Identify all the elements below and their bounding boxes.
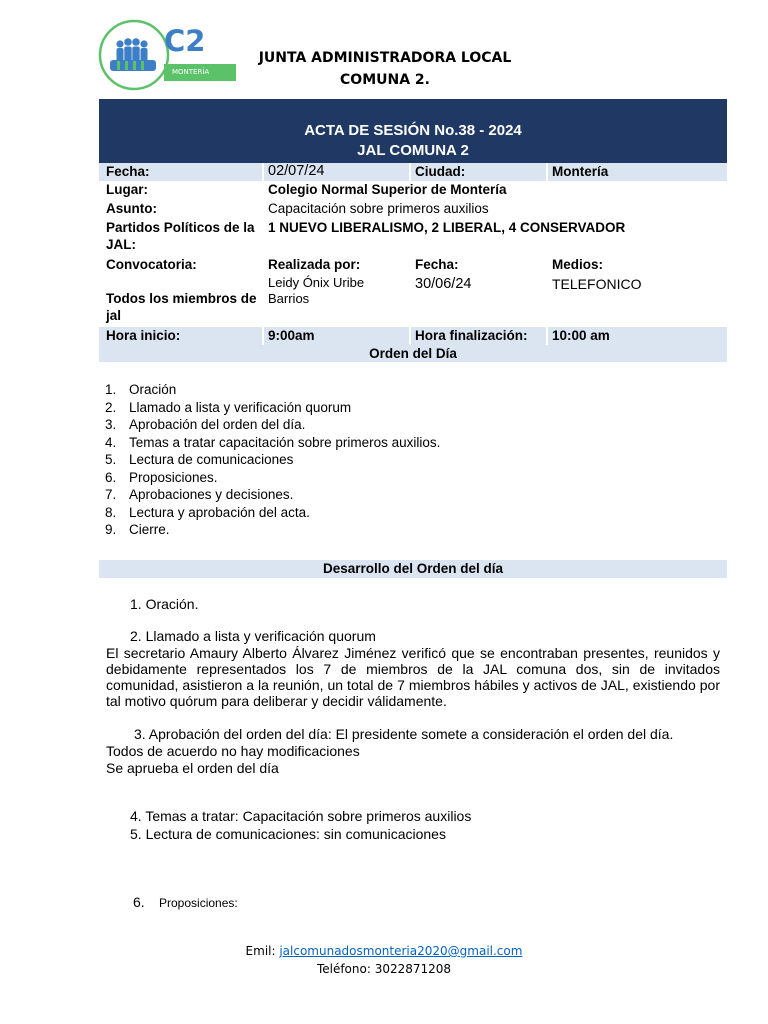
org-title-line1: JUNTA ADMINISTRADORA LOCAL (258, 50, 512, 66)
partidos-label-line1: Partidos Políticos de la (106, 220, 255, 235)
banner-title-line2: JAL COMUNA 2 (357, 142, 469, 159)
logo-subtext: MONTERÍA (172, 68, 210, 76)
list-item: 9. Cierre. (105, 522, 170, 537)
agenda-list (105, 381, 440, 539)
convocatoria-label: Convocatoria: (106, 257, 197, 272)
partidos-value: 1 NUEVO LIBERALISMO, 2 LIBERAL, 4 CONSERVADOR (268, 220, 626, 235)
footer-email-label: Emil: (245, 944, 280, 958)
fecha-value: 02/07/24 (268, 163, 325, 179)
desarrollo-item-1: 1. Oración. (130, 596, 199, 612)
medios-value: TELEFONICO (552, 276, 642, 292)
ciudad-label: Ciudad: (415, 164, 466, 179)
desarrollo-item-2: 2. Llamado a lista y verificación quorum (130, 628, 376, 644)
medios-label: Medios: (552, 257, 604, 272)
org-title-line2: COMUNA 2. (340, 72, 430, 88)
footer-phone: Teléfono: 3022871208 (316, 962, 452, 976)
fecha2-label: Fecha: (415, 257, 459, 272)
logo-text: C2 (164, 24, 206, 58)
desarrollo-heading: Desarrollo del Orden del día (99, 560, 727, 578)
asunto-value: Capacitación sobre primeros auxilios (268, 201, 489, 216)
cell-divider (409, 327, 411, 345)
hora-fin-value: 10:00 am (552, 328, 610, 343)
hora-inicio-value: 9:00am (268, 328, 315, 343)
banner-title-line1: ACTA DE SESIÓN No.38 - 2024 (304, 122, 522, 139)
fecha-label: Fecha: (106, 164, 150, 179)
row-asunto (99, 201, 727, 219)
row-partidos (99, 220, 727, 254)
list-item: 3. Aprobación del orden del día. (105, 417, 306, 432)
row-lugar (99, 182, 727, 200)
desarrollo-item-6-number: 6. (133, 894, 145, 910)
c2-logo (98, 18, 240, 94)
list-item: 8. Lectura y aprobación del acta. (105, 504, 310, 520)
desarrollo-item-6-text: Proposiciones: (159, 896, 238, 910)
ciudad-value: Montería (552, 164, 609, 179)
desarrollo-item-5: 5. Lectura de comunicaciones: sin comunicaciones (130, 826, 446, 842)
desarrollo-item-4: 4. Temas a tratar: Capacitación sobre primeros auxilios (130, 808, 472, 824)
row-convocatoria (99, 257, 727, 327)
footer-email-link[interactable]: jalcomunadosmonteria2020@gmail.com (279, 944, 523, 958)
cell-divider (546, 327, 548, 345)
asunto-label: Asunto: (106, 201, 157, 216)
hora-fin-label: Hora finalización: (415, 328, 528, 343)
desarrollo-item-3: 3. Aprobación del orden del día: El presidente somete a consideración el orden del día. (134, 726, 674, 742)
miembros-label-line2: jal (106, 308, 122, 323)
orden-del-dia-heading: Orden del Día (99, 345, 727, 362)
desarrollo-item-2-body: El secretario Amaury Alberto Álvarez Jiménez verificó que se encontraban presentes, reunidos y debidamente representados los 7 de miembros de la JAL comuna dos, sin de invitados comunidad, asistieron a la reunión, un total de 7 miembros hábiles y activos de JAL, existiendo por tal motivo quórum para deliberar y decidir válidamente. (106, 645, 720, 709)
cell-divider (262, 327, 264, 345)
desarrollo-item-3-line1: Todos de acuerdo no hay modificaciones (106, 743, 360, 759)
cell-divider (409, 163, 411, 181)
cell-divider (262, 163, 264, 181)
footer-email-line (0, 944, 768, 958)
row-fecha (99, 163, 727, 181)
row-hora (99, 327, 727, 345)
fecha2-value: 30/06/24 (415, 276, 472, 292)
desarrollo-item-3-line2: Se aprueba el orden del día (106, 760, 279, 776)
list-item: 6. Proposiciones. (105, 469, 218, 485)
realizada-value-line1: Leidy Ónix Uribe (268, 275, 365, 290)
list-item: 7. Aprobaciones y decisiones. (105, 487, 294, 502)
lugar-value: Colegio Normal Superior de Montería (268, 182, 507, 197)
realizada-value-line2: Barrios (268, 291, 310, 306)
acta-banner (99, 99, 727, 163)
lugar-label: Lugar: (106, 182, 148, 197)
list-item: 4. Temas a tratar capacitación sobre primeros auxilios. (105, 434, 441, 450)
hora-inicio-label: Hora inicio: (106, 328, 181, 343)
cell-divider (546, 163, 548, 181)
list-item: 5. Lectura de comunicaciones (105, 452, 294, 467)
miembros-label-line1: Todos los miembros de (106, 291, 257, 306)
list-item: 1. Oración (105, 382, 177, 397)
realizada-label: Realizada por: (268, 257, 361, 272)
partidos-label-line2: JAL: (106, 237, 136, 252)
list-item: 2. Llamado a lista y verificación quorum (105, 399, 352, 415)
